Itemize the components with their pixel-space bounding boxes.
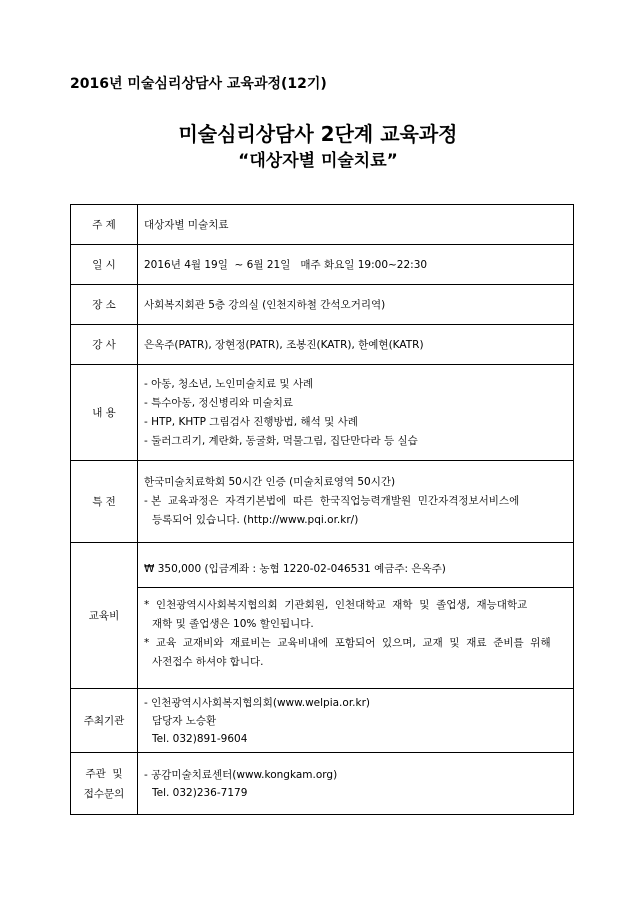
- value-fee: [138, 543, 574, 689]
- row-instructors: [71, 325, 574, 365]
- fee-discount: * 인천광역시사회복지협의회 기관회원, 인천대학교 재학 및 졸업생, 재능대학교: [144, 599, 528, 611]
- row-topic: [71, 205, 574, 245]
- benefit-certification: 한국미술치료학회 50시간 인증 (미술치료영역 50시간): [144, 476, 396, 488]
- value-organizer: [138, 753, 574, 815]
- label-fee: 교육비: [71, 543, 138, 689]
- main-title: 미술심리상담사 2단계 교육과정: [178, 122, 458, 146]
- host-phone: Tel. 032)891-9604: [152, 732, 248, 745]
- row-organizer: [71, 753, 574, 815]
- row-venue: [71, 285, 574, 325]
- label-instructors: 강 사: [71, 325, 138, 365]
- value-schedule: 2016년 4월 19일 ~ 6월 21일 매주 화요일 19:00~22:30: [138, 245, 574, 285]
- benefit-registration: - 본 교육과정은 자격기본법에 따른 한국직업능력개발원 민간자격정보서비스에: [144, 495, 520, 507]
- row-schedule: [71, 245, 574, 285]
- fee-details: [138, 587, 573, 680]
- host-organization: - 인천광역시사회복지협의회(www.welpia.or.kr): [144, 696, 371, 709]
- content-item: - 아동, 청소년, 노인미술치료 및 사례: [144, 377, 314, 390]
- fee-note-cont: 사전접수 하셔야 합니다.: [152, 656, 264, 668]
- label-topic: 주 제: [71, 205, 138, 245]
- row-contents: [71, 365, 574, 461]
- fee-note: * 교육 교재비와 재료비는 교육비내에 포함되어 있으며, 교재 및 재료 준비를 위해: [144, 637, 551, 649]
- value-topic: 대상자별 미술치료: [138, 205, 574, 245]
- document-header-title: 2016년 미술심리상담사 교육과정(12기): [70, 76, 327, 92]
- content-item: - HTP, KHTP 그림검사 진행방법, 해석 및 사례: [144, 415, 358, 428]
- course-info-table: [70, 204, 574, 815]
- fee-discount-cont: 재학 및 졸업생은 10% 할인됩니다.: [152, 618, 314, 630]
- row-benefits: [71, 461, 574, 543]
- value-instructors: 은옥주(PATR), 장현정(PATR), 조봉진(KATR), 한예현(KATR): [138, 325, 574, 365]
- row-fee: [71, 543, 574, 689]
- content-item: - 특수아동, 정신병리와 미술치료: [144, 396, 293, 409]
- value-contents: [138, 365, 574, 461]
- label-schedule: 일 시: [71, 245, 138, 285]
- sub-title: “대상자별 미술치료”: [238, 151, 398, 171]
- content-item: - 둘러그리기, 계란화, 동굴화, 먹물그림, 집단만다라 등 실습: [144, 434, 418, 447]
- label-venue: 장 소: [71, 285, 138, 325]
- row-host: [71, 689, 574, 753]
- value-benefits: [138, 461, 574, 543]
- label-organizer-line1: 주관 및: [85, 767, 123, 780]
- label-host: 주최기관: [71, 689, 138, 753]
- label-organizer-line2: 접수문의: [83, 787, 125, 800]
- organizer-center: - 공감미술치료센터(www.kongkam.org): [144, 768, 338, 781]
- host-contact-person: 담당자 노승환: [152, 714, 217, 727]
- benefit-registration-cont: 등록되어 있습니다. (http://www.pqi.or.kr/): [152, 514, 359, 526]
- label-contents: 내 용: [71, 365, 138, 461]
- value-host: [138, 689, 574, 753]
- label-organizer: [71, 753, 138, 815]
- fee-amount: ₩ 350,000 (입금계좌 : 농협 1220-02-046531 예금주: 은옥주): [144, 563, 446, 575]
- label-benefits: 특 전: [71, 461, 138, 543]
- value-venue: 사회복지회관 5층 강의실 (인천지하철 간석오거리역): [138, 285, 574, 325]
- organizer-phone: Tel. 032)236-7179: [152, 786, 248, 799]
